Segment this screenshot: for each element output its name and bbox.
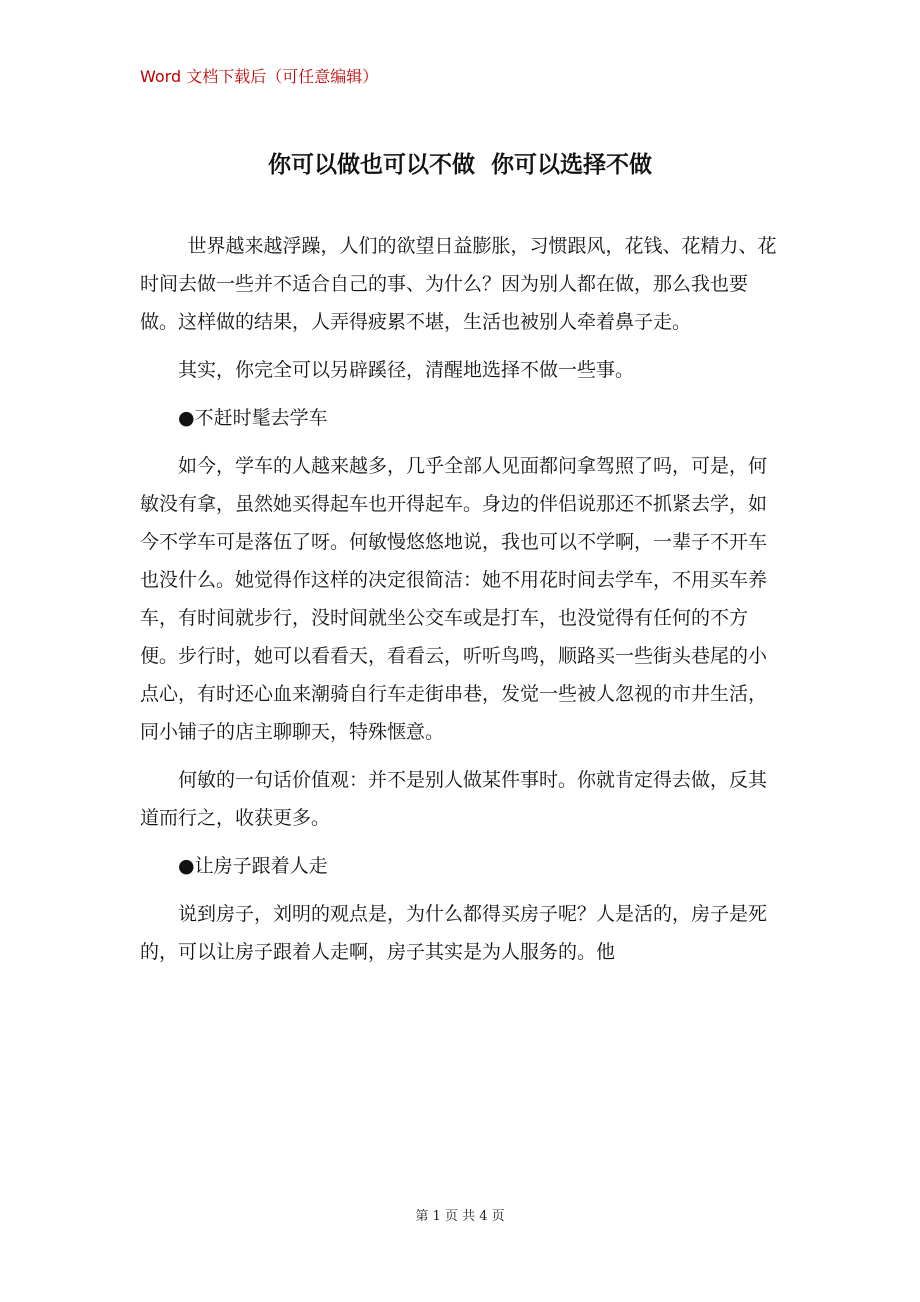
page-title: 你可以做也可以不做 你可以选择不做	[267, 152, 652, 178]
paragraph-values: 何敏的一句话价值观：并不是别人做某件事时。你就肯定得去做，反其道而行之，收获更多。	[140, 769, 768, 829]
paragraph-intro: 世界越来越浮躁，人们的欲望日益膨胀，习惯跟风，花钱、花精力、花时间去做一些并不适合自己的事、为什么？因为别人都在做，那么我也要做。这样做的结果，人弄得疲累不堪，生活也被别人牵着鼻子走。	[140, 235, 777, 333]
paragraph-alternative: 其实，你完全可以另辟蹊径，清醒地选择不做一些事。	[178, 359, 635, 381]
section-heading-housing: ●让房子跟着人走	[178, 855, 328, 877]
paragraph-driving: 如今，学车的人越来越多，几乎全部人见面都问拿驾照了吗，可是，何敏没有拿，虽然她买得起车也开得起车。身边的伴侣说那还不抓紧去学，如今不学车可是落伍了呀。何敏慢悠悠地说，我也可以不学啊，一辈子不开车也没什么。她觉得作这样的决定很简洁：她不用花时间去学车，不用买车养车，有时间就步行，没时间就坐公交车或是打车，也没觉得有任何的不方便。步行时，她可以看看天，看看云，听听鸟鸣，顺路买一些街头巷尾的小点心，有时还心血来潮骑自行车走街串巷，发觉一些被人忽视的市井生活，同小铺子的店主聊聊天，特殊惬意。	[140, 455, 768, 743]
document-body	[140, 227, 780, 981]
page-footer: 第 1 页 共 4 页	[415, 1209, 505, 1224]
paragraph-housing: 说到房子，刘明的观点是，为什么都得买房子呢？人是活的，房子是死的，可以让房子跟着人走啊，房子其实是为人服务的。他	[140, 903, 768, 963]
header-note: Word 文档下载后（可任意编辑）	[140, 67, 379, 86]
section-heading-driving: ●不赶时髦去学车	[178, 407, 328, 429]
